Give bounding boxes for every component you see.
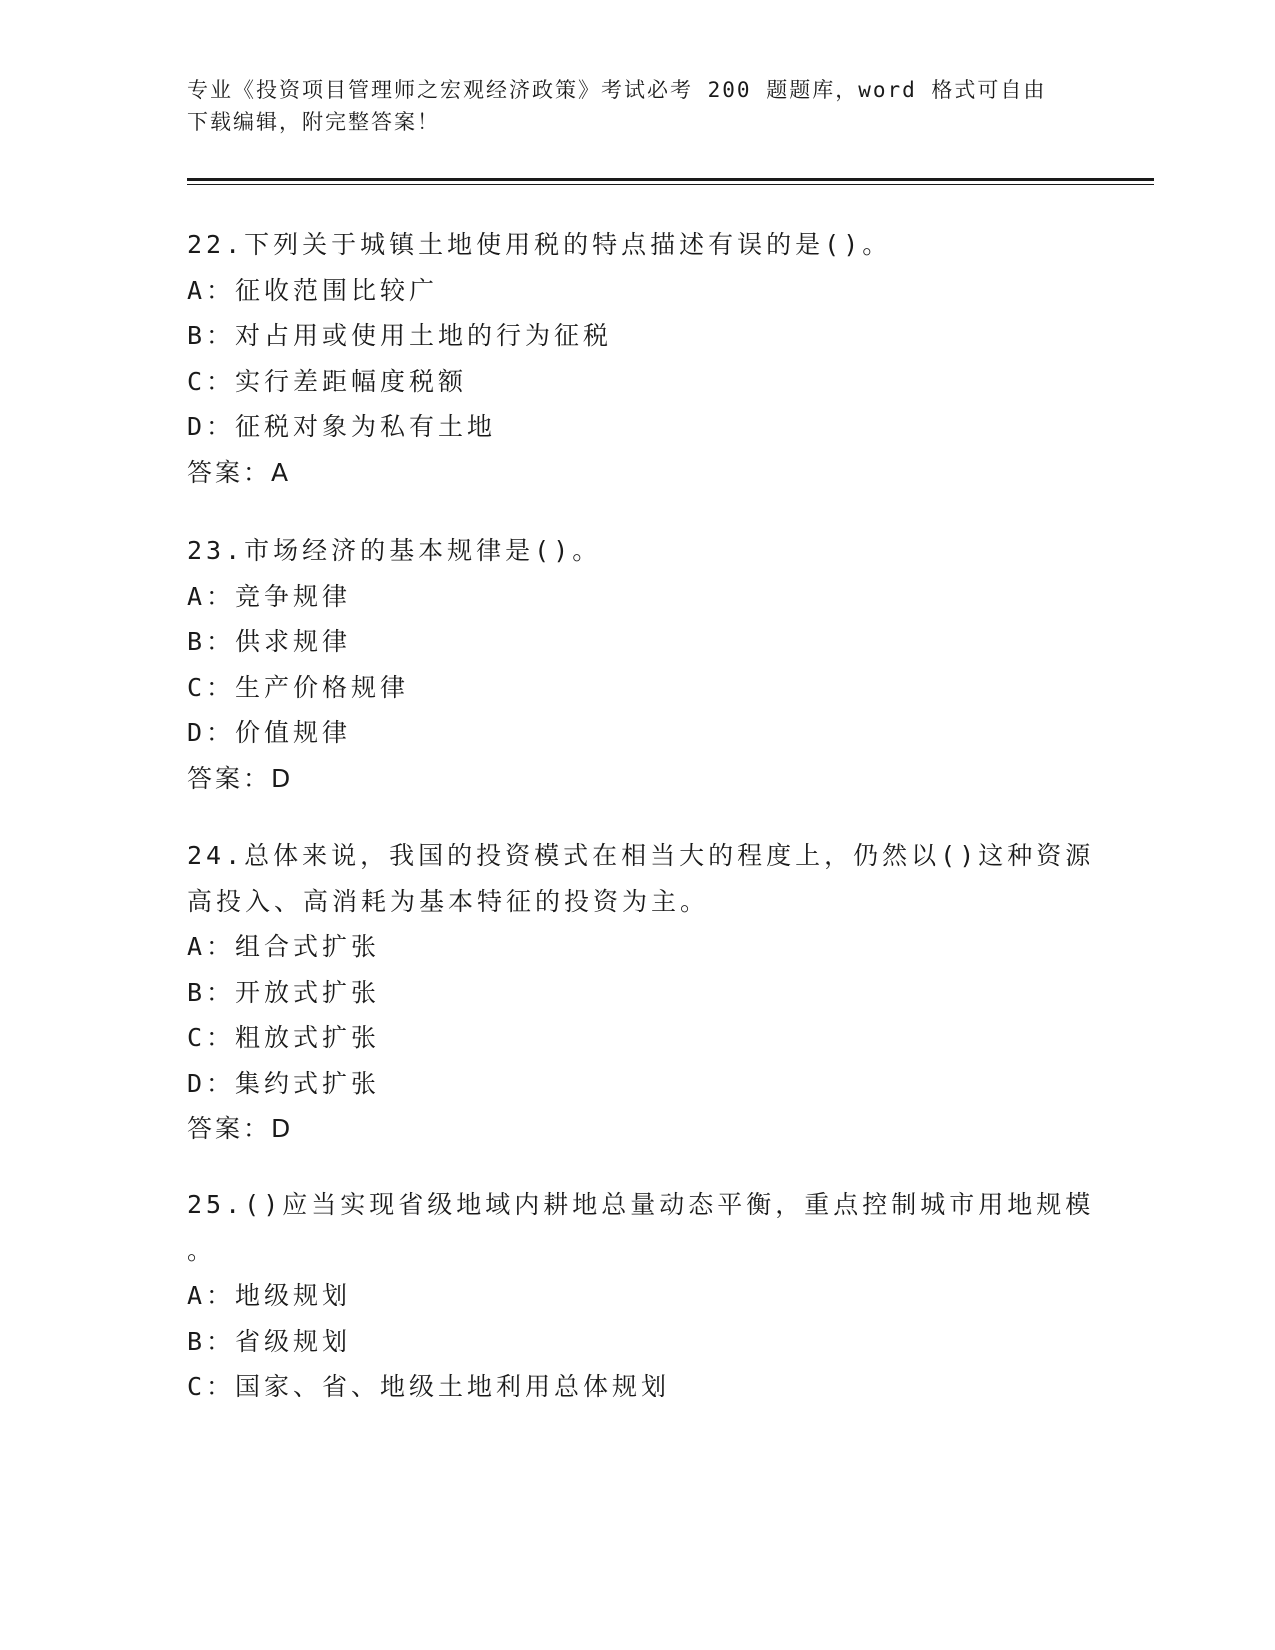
option-a: A：组合式扩张	[187, 932, 381, 961]
option-c: C：国家、省、地级土地利用总体规划	[187, 1372, 671, 1401]
option-d: D：征税对象为私有土地	[187, 412, 497, 441]
question-stem-line-1: 24.总体来说，我国的投资模式在相当大的程度上，仍然以()这种资源	[187, 841, 1095, 870]
header-divider-thick	[187, 178, 1154, 181]
option-c: C：粗放式扩张	[187, 1023, 381, 1052]
question-22	[187, 222, 1087, 495]
option-b: B：对占用或使用土地的行为征税	[187, 321, 613, 350]
option-a: A：征收范围比较广	[187, 275, 439, 305]
option-a: A：竞争规律	[187, 581, 352, 611]
header-line-2: 下载编辑，附完整答案！	[187, 110, 440, 134]
question-stem: 22.下列关于城镇土地使用税的特点描述有误的是()。	[187, 230, 892, 259]
question-23	[187, 528, 1087, 801]
question-stem: 23.市场经济的基本规律是()。	[187, 536, 602, 565]
option-a: A：地级规划	[187, 1281, 352, 1310]
answer-text: 答案：D	[187, 1114, 294, 1143]
document-header	[187, 74, 1067, 138]
question-24	[187, 833, 1095, 1152]
header-divider-thin	[187, 184, 1154, 185]
question-stem-line-2: 。	[187, 1235, 217, 1265]
option-c: C：生产价格规律	[187, 672, 410, 702]
question-stem-line-1: 25.()应当实现省级地域内耕地总量动态平衡，重点控制城市用地规模	[187, 1190, 1095, 1219]
answer-text: 答案：D	[187, 763, 294, 793]
question-stem-line-2: 高投入、高消耗为基本特征的投资为主。	[187, 886, 710, 916]
header-line-1: 专业《投资项目管理师之宏观经济政策》考试必考 200 题题库，word 格式可自由	[187, 78, 1047, 102]
option-b: B：省级规划	[187, 1326, 352, 1356]
option-b: B：开放式扩张	[187, 977, 381, 1007]
option-b: B：供求规律	[187, 627, 352, 656]
option-c: C：实行差距幅度税额	[187, 366, 468, 396]
option-d: D：集约式扩张	[187, 1068, 381, 1098]
answer-text: 答案：A	[187, 457, 292, 487]
question-25	[187, 1182, 1095, 1410]
option-d: D：价值规律	[187, 718, 352, 747]
